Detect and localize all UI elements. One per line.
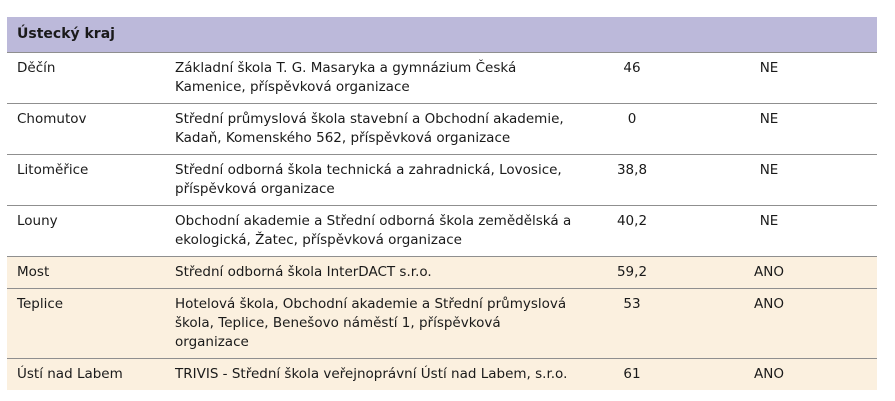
district-cell: Teplice xyxy=(7,289,167,359)
school-name-cell: Obchodní akademie a Střední odborná škola zemědělská a ekologická, Žatec, příspěvková organizace xyxy=(167,206,587,257)
flag-cell: NE xyxy=(711,53,877,104)
school-name-cell: Střední odborná škola technická a zahradnická, Lovosice, příspěvková organizace xyxy=(167,155,587,206)
value-cell: 61 xyxy=(587,359,711,391)
table-row xyxy=(7,206,877,257)
region-schools-table xyxy=(7,17,877,390)
flag-cell: NE xyxy=(711,206,877,257)
flag-cell: NE xyxy=(711,155,877,206)
table-row xyxy=(7,289,877,359)
flag-cell: ANO xyxy=(711,289,877,359)
table-row xyxy=(7,104,877,155)
table-row xyxy=(7,53,877,104)
flag-cell: ANO xyxy=(711,359,877,391)
value-cell: 46 xyxy=(587,53,711,104)
school-name-cell: Hotelová škola, Obchodní akademie a Střední průmyslová škola, Teplice, Benešovo náměstí 1, příspěvková organizace xyxy=(167,289,587,359)
district-cell: Litoměřice xyxy=(7,155,167,206)
value-cell: 59,2 xyxy=(587,257,711,289)
value-cell: 38,8 xyxy=(587,155,711,206)
district-cell: Louny xyxy=(7,206,167,257)
table-row xyxy=(7,155,877,206)
value-cell: 53 xyxy=(587,289,711,359)
value-cell: 40,2 xyxy=(587,206,711,257)
school-name-cell: Střední průmyslová škola stavební a Obchodní akademie, Kadaň, Komenského 562, příspěvková organizace xyxy=(167,104,587,155)
district-cell: Ústí nad Labem xyxy=(7,359,167,391)
table-header-row xyxy=(7,17,877,53)
table-row xyxy=(7,257,877,289)
school-name-cell: TRIVIS - Střední škola veřejnoprávní Ústí nad Labem, s.r.o. xyxy=(167,359,587,391)
value-cell: 0 xyxy=(587,104,711,155)
district-cell: Děčín xyxy=(7,53,167,104)
region-heading: Ústecký kraj xyxy=(7,17,877,53)
flag-cell: ANO xyxy=(711,257,877,289)
region-table-container xyxy=(7,17,877,390)
district-cell: Chomutov xyxy=(7,104,167,155)
school-name-cell: Střední odborná škola InterDACT s.r.o. xyxy=(167,257,587,289)
school-name-cell: Základní škola T. G. Masaryka a gymnázium Česká Kamenice, příspěvková organizace xyxy=(167,53,587,104)
flag-cell: NE xyxy=(711,104,877,155)
district-cell: Most xyxy=(7,257,167,289)
table-row xyxy=(7,359,877,391)
